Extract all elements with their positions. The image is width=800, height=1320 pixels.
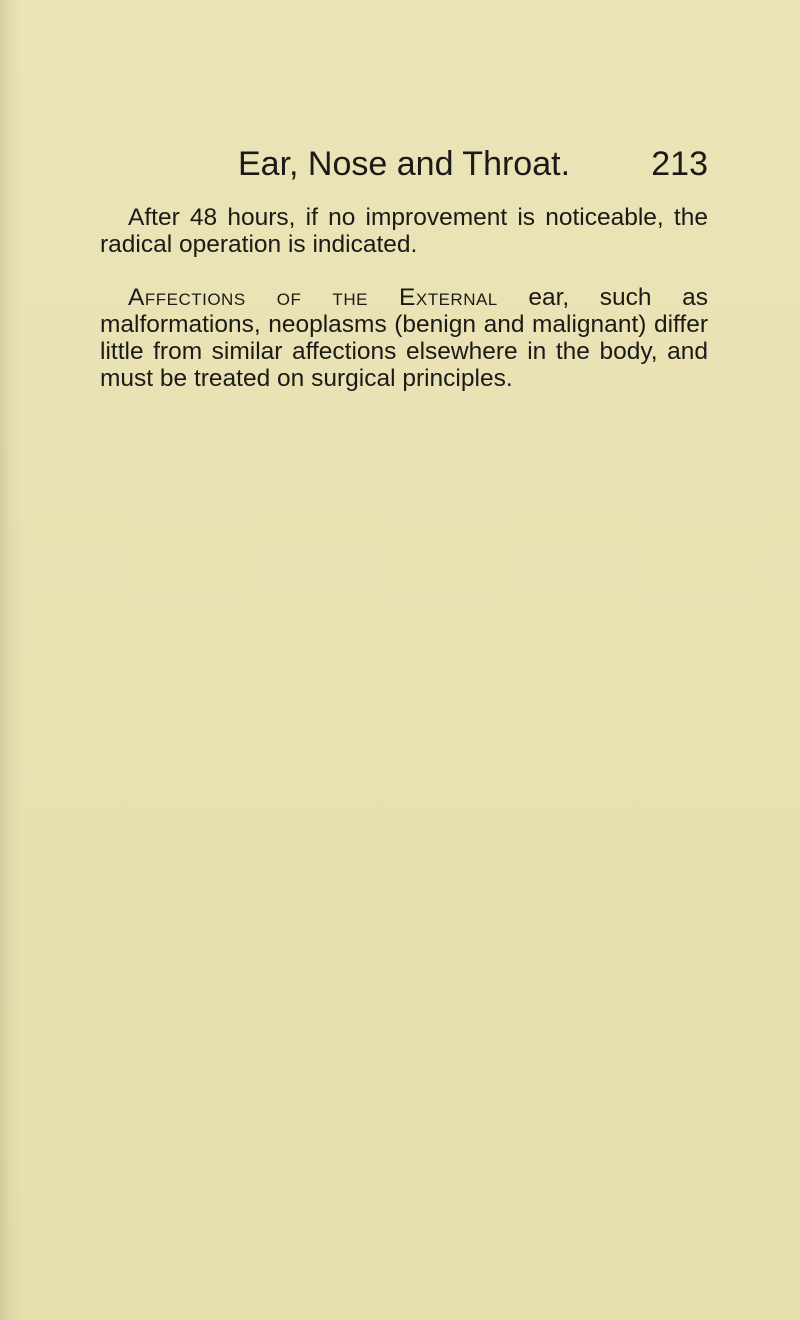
paragraph-after-48-hours: After 48 hours, if no improvement is noticeable, the radical operation is indicated. xyxy=(100,204,708,258)
running-head xyxy=(238,140,708,188)
page-number: 213 xyxy=(651,145,708,183)
body-text xyxy=(100,204,708,392)
paragraph-external-ear xyxy=(100,284,708,392)
paragraph-body: ear, such as malformations, neoplasms (benign and malignant) differ little from similar affections elsewhere in the body, and must be treated on surgical principles. xyxy=(100,284,708,392)
running-head-title: Ear, Nose and Throat. xyxy=(238,145,571,183)
paragraph-lead-smallcaps: Affections of the External xyxy=(128,284,498,311)
